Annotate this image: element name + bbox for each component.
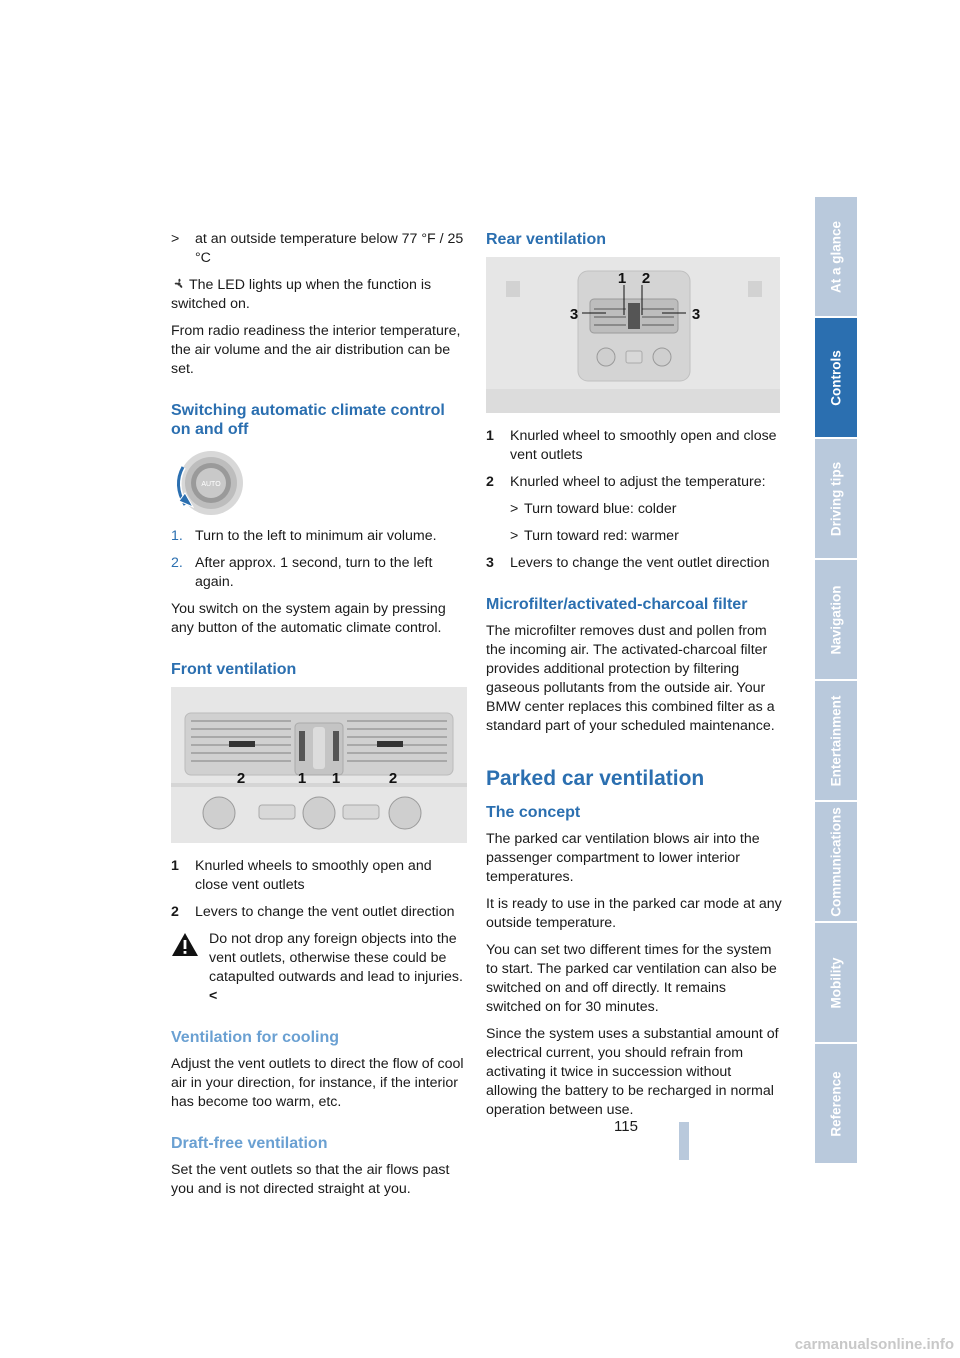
temperature-bullet — [171, 230, 467, 268]
front-ventilation-figure — [171, 687, 467, 843]
left-column — [171, 230, 467, 1207]
bullet-text: at an outside temperature below 77 °F / 25 °C — [195, 231, 464, 266]
tab-at-a-glance[interactable] — [815, 197, 857, 316]
sub-text: Turn toward blue: colder — [524, 501, 677, 517]
concept-paragraph: It is ready to use in the parked car mode at any outside temperature. — [486, 896, 782, 931]
switching-heading: Switching automatic climate control on and off — [171, 402, 445, 438]
tab-label: At a glance — [828, 220, 844, 293]
item-number: 3 — [486, 555, 494, 571]
sub-text: Turn toward red: warmer — [524, 528, 679, 544]
warning-icon — [171, 932, 199, 957]
rear-item — [486, 554, 782, 573]
rear-callout: 3 — [691, 306, 701, 323]
item-number: 1 — [171, 858, 179, 874]
page-number: 115 — [614, 1118, 638, 1135]
knob-label: AUTO — [201, 481, 221, 488]
front-ventilation-heading: Front ventilation — [171, 661, 297, 678]
microfilter-paragraph: The microfilter removes dust and pollen from the incoming air. The activated-charcoal filter provides additional protection by filtering gaseous pollutants from the outside air. Your BMW center replaces this combined filter as a standard part of your scheduled maintenance. — [486, 623, 775, 734]
tab-navigation[interactable] — [815, 560, 857, 679]
front-callout: 1 — [297, 770, 307, 787]
front-callout: 2 — [236, 770, 246, 787]
rear-item — [486, 427, 782, 465]
rear-callout: 2 — [641, 270, 651, 287]
rear-sub-item — [510, 500, 782, 519]
climate-knob-figure — [171, 447, 247, 519]
tab-reference[interactable] — [815, 1044, 857, 1163]
tab-label: Entertainment — [828, 695, 844, 786]
rear-ventilation-heading: Rear ventilation — [486, 231, 607, 248]
step-number: 1. — [171, 528, 183, 544]
tab-label: Reference — [828, 1070, 844, 1137]
item-number: 2 — [486, 474, 494, 490]
warning-end-mark: < — [209, 988, 218, 1004]
rear-callout: 3 — [569, 306, 579, 323]
item-text: Levers to change the vent outlet direction — [195, 904, 455, 920]
page-marker-bar — [679, 1122, 689, 1160]
tab-label: Communications — [828, 806, 844, 917]
right-column — [486, 230, 782, 1128]
tab-label: Mobility — [828, 957, 844, 1008]
front-callout: 1 — [331, 770, 341, 787]
draft-free-paragraph: Set the vent outlets so that the air flows past you and is not directed straight at you. — [171, 1162, 450, 1197]
concept-heading: The concept — [486, 804, 581, 821]
step-item — [171, 554, 467, 592]
rear-ventilation-figure — [486, 257, 780, 413]
concept-paragraph: Since the system uses a substantial amount of electrical current, you should refrain from activating it twice in succession without allowing the battery to be recharged in normal operation between use. — [486, 1026, 779, 1118]
draft-free-heading: Draft-free ventilation — [171, 1135, 328, 1152]
rear-sub-item — [510, 527, 782, 546]
warning-note — [171, 930, 467, 1006]
item-text: Knurled wheel to adjust the temperature: — [510, 474, 766, 490]
tab-controls[interactable] — [815, 318, 857, 437]
item-number: 1 — [486, 428, 494, 444]
tab-label: Navigation — [828, 584, 844, 655]
step-text: After approx. 1 second, turn to the left again. — [195, 555, 433, 590]
tab-label: Driving tips — [828, 461, 844, 536]
item-text: Knurled wheel to smoothly open and close vent outlets — [510, 428, 777, 463]
fan-icon — [171, 277, 187, 291]
cooling-heading: Ventilation for cooling — [171, 1029, 339, 1046]
sub-marker: > — [510, 501, 519, 517]
sub-marker: > — [510, 528, 519, 544]
rear-callout: 1 — [617, 270, 627, 287]
led-text: The LED lights up when the function is switched on. — [171, 277, 432, 312]
tab-entertainment[interactable] — [815, 681, 857, 800]
step-number: 2. — [171, 555, 183, 571]
switch-again-paragraph: You switch on the system again by pressing any button of the automatic climate control. — [171, 601, 446, 636]
front-callout: 2 — [388, 770, 398, 787]
tab-label: Controls — [828, 349, 844, 406]
step-item — [171, 527, 467, 546]
radio-readiness-paragraph: From radio readiness the interior temperature, the air volume and the air distribution can be set. — [171, 323, 461, 377]
step-text: Turn to the left to minimum air volume. — [195, 528, 437, 544]
tab-communications[interactable] — [815, 802, 857, 921]
parked-car-heading: Parked car ventilation — [486, 767, 705, 790]
concept-paragraph: The parked car ventilation blows air into the passenger compartment to lower interior temperatures. — [486, 831, 760, 885]
tab-driving-tips[interactable] — [815, 439, 857, 558]
led-paragraph — [171, 276, 467, 314]
rear-item — [486, 473, 782, 492]
item-number: 2 — [171, 904, 179, 920]
front-item — [171, 903, 467, 922]
item-text: Levers to change the vent outlet direction — [510, 555, 770, 571]
cooling-paragraph: Adjust the vent outlets to direct the flow of cool air in your direction, for instance, if the interior has become too warm, etc. — [171, 1056, 464, 1110]
concept-paragraph: You can set two different times for the system to start. The parked car ventilation can also be switched on and off directly. It remains switched on for 30 minutes. — [486, 942, 777, 1015]
microfilter-heading: Microfilter/activated-charcoal filter — [486, 596, 748, 613]
footer-watermark[interactable]: carmanualsonline.info — [794, 1336, 954, 1353]
front-item — [171, 857, 467, 895]
bullet-marker: > — [171, 231, 180, 247]
item-text: Knurled wheels to smoothly open and close vent outlets — [195, 858, 432, 893]
chapter-tabs — [815, 197, 857, 1165]
tab-mobility[interactable] — [815, 923, 857, 1042]
warning-text: Do not drop any foreign objects into the vent outlets, otherwise these could be catapulted outwards and lead to injuries. — [209, 931, 463, 985]
